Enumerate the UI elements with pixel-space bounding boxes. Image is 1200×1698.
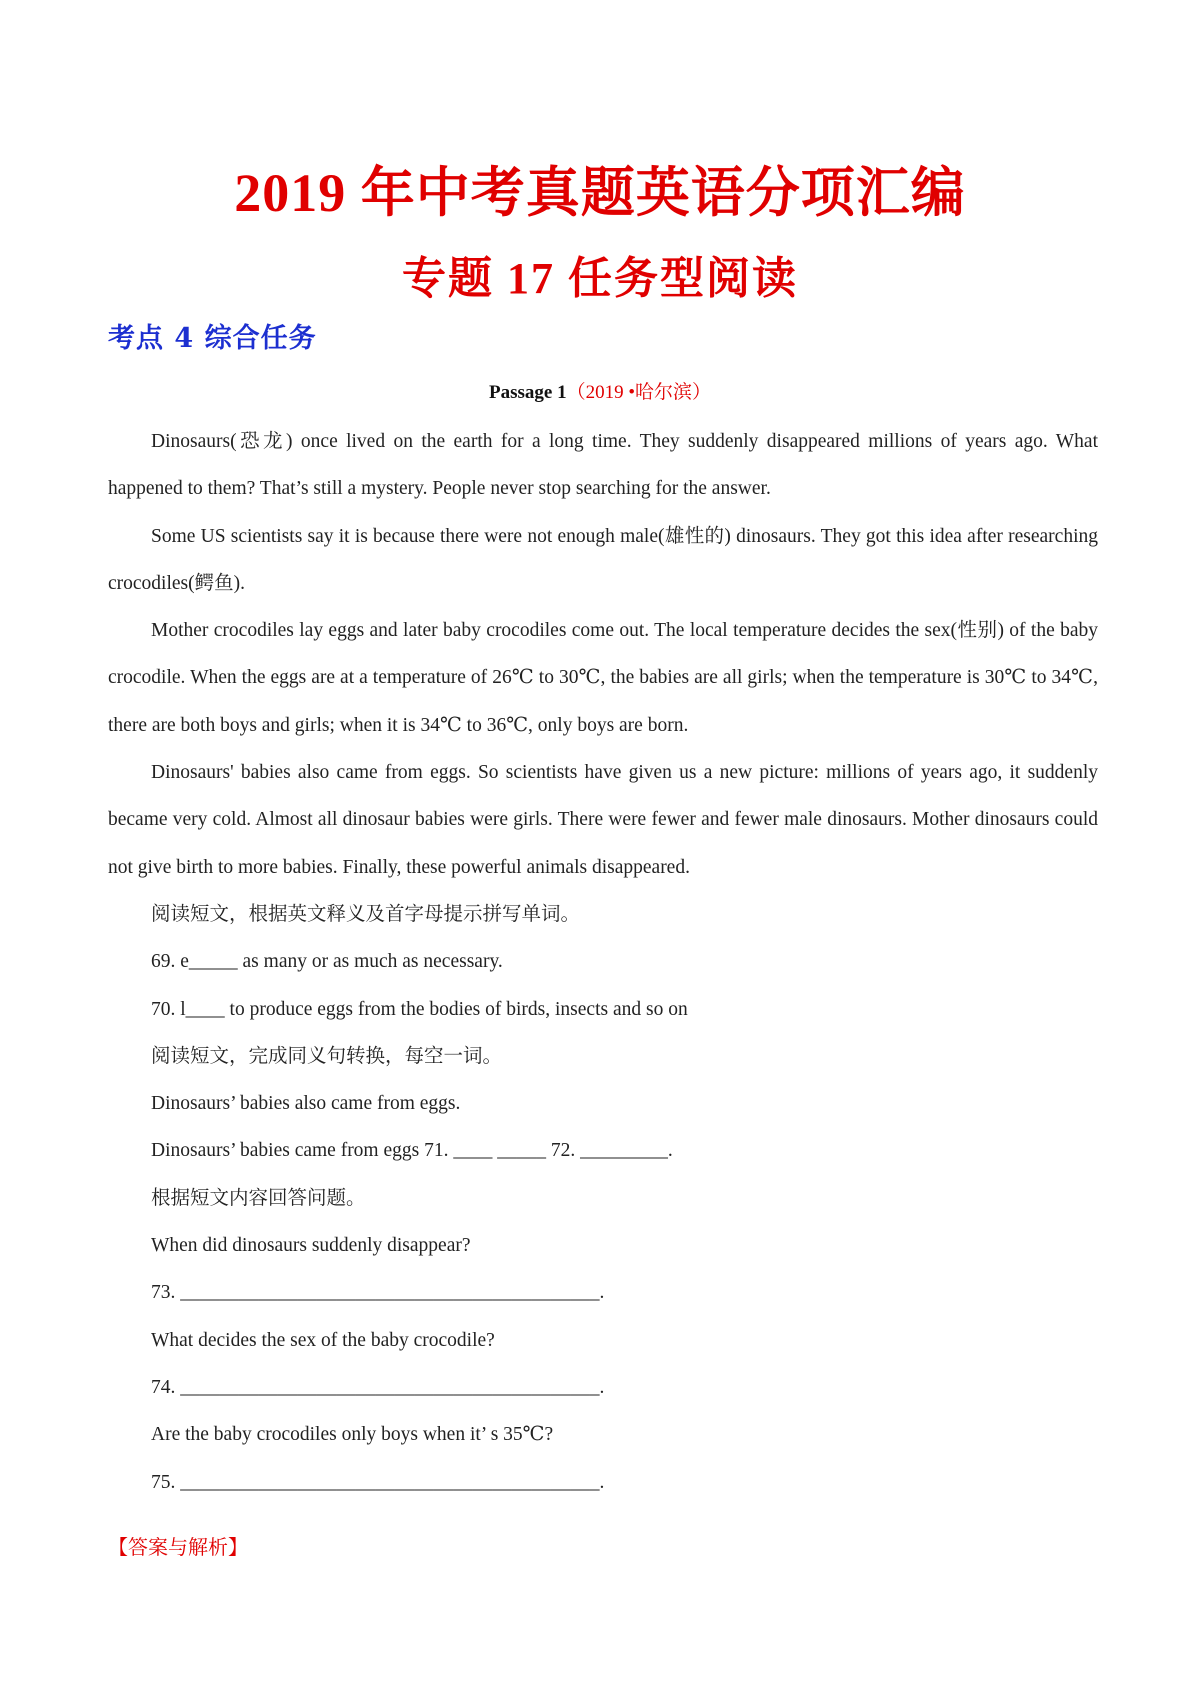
passage-body [108, 418, 1098, 1506]
passage-source: （2019 •哈尔滨） [566, 382, 711, 403]
question-70: 70. l____ to produce eggs from the bodies of birds, insects and so on [151, 998, 688, 1020]
passage-name: Passage 1 [489, 382, 567, 403]
instruction-answer: 根据短文内容回答问题。 [151, 1187, 366, 1209]
paragraph: Dinosaurs(恐龙) once lived on the earth for a long time. They suddenly disappeared millions of years ago. What happened to them? That’s still a mystery. People never stop searching for the answer. [108, 431, 1098, 500]
instruction-rewrite: 阅读短文，完成同义句转换，每空一词。 [151, 1045, 503, 1067]
answer-line-73: 73. ___________________________________________. [151, 1282, 605, 1304]
paragraph: Some US scientists say it is because there were not enough male(雄性的) dinosaurs. They got this idea after researching crocodiles(鳄鱼). [108, 525, 1098, 594]
question-74: What decides the sex of the baby crocodile? [151, 1329, 495, 1351]
answer-analysis-label: 【答案与解析】 [108, 1535, 248, 1559]
question-73: When did dinosaurs suddenly disappear? [151, 1235, 471, 1257]
answer-line-74: 74. ___________________________________________. [151, 1376, 605, 1398]
document-subtitle: 专题 17 任务型阅读 [402, 254, 798, 303]
original-sentence: Dinosaurs’ babies also came from eggs. [151, 1093, 461, 1115]
question-75: Are the baby crocodiles only boys when it’ s 35℃? [151, 1424, 554, 1446]
document-title: 2019 年中考真题英语分项汇编 [234, 163, 966, 223]
section-heading: 考点 4 综合任务 [108, 323, 317, 354]
rewrite-sentence-71-72: Dinosaurs’ babies came from eggs 71. ____ _____ 72. _________. [151, 1140, 673, 1162]
question-69: 69. e_____ as many or as much as necessary. [151, 951, 503, 973]
instruction-spelling: 阅读短文，根据英文释义及首字母提示拼写单词。 [151, 903, 581, 925]
paragraph: Mother crocodiles lay eggs and later baby crocodiles come out. The local temperature decides the sex(性别) of the baby crocodile. When the eggs are at a temperature of 26℃ to 30℃, the babies are all girls; when the temperature is 30℃ to 34℃, there are both boys and girls; when it is 34℃ to 36℃, only boys are born. [108, 620, 1098, 736]
paragraph: Dinosaurs' babies also came from eggs. So scientists have given us a new picture: millions of years ago, it suddenly became very cold. Almost all dinosaur babies were girls. There were fewer and fewer male dinosaurs. Mother dinosaurs could not give birth to more babies. Finally, these powerful animals disappeared. [108, 762, 1098, 878]
answer-line-75: 75. ___________________________________________. [151, 1471, 605, 1493]
passage-heading [0, 377, 1200, 404]
